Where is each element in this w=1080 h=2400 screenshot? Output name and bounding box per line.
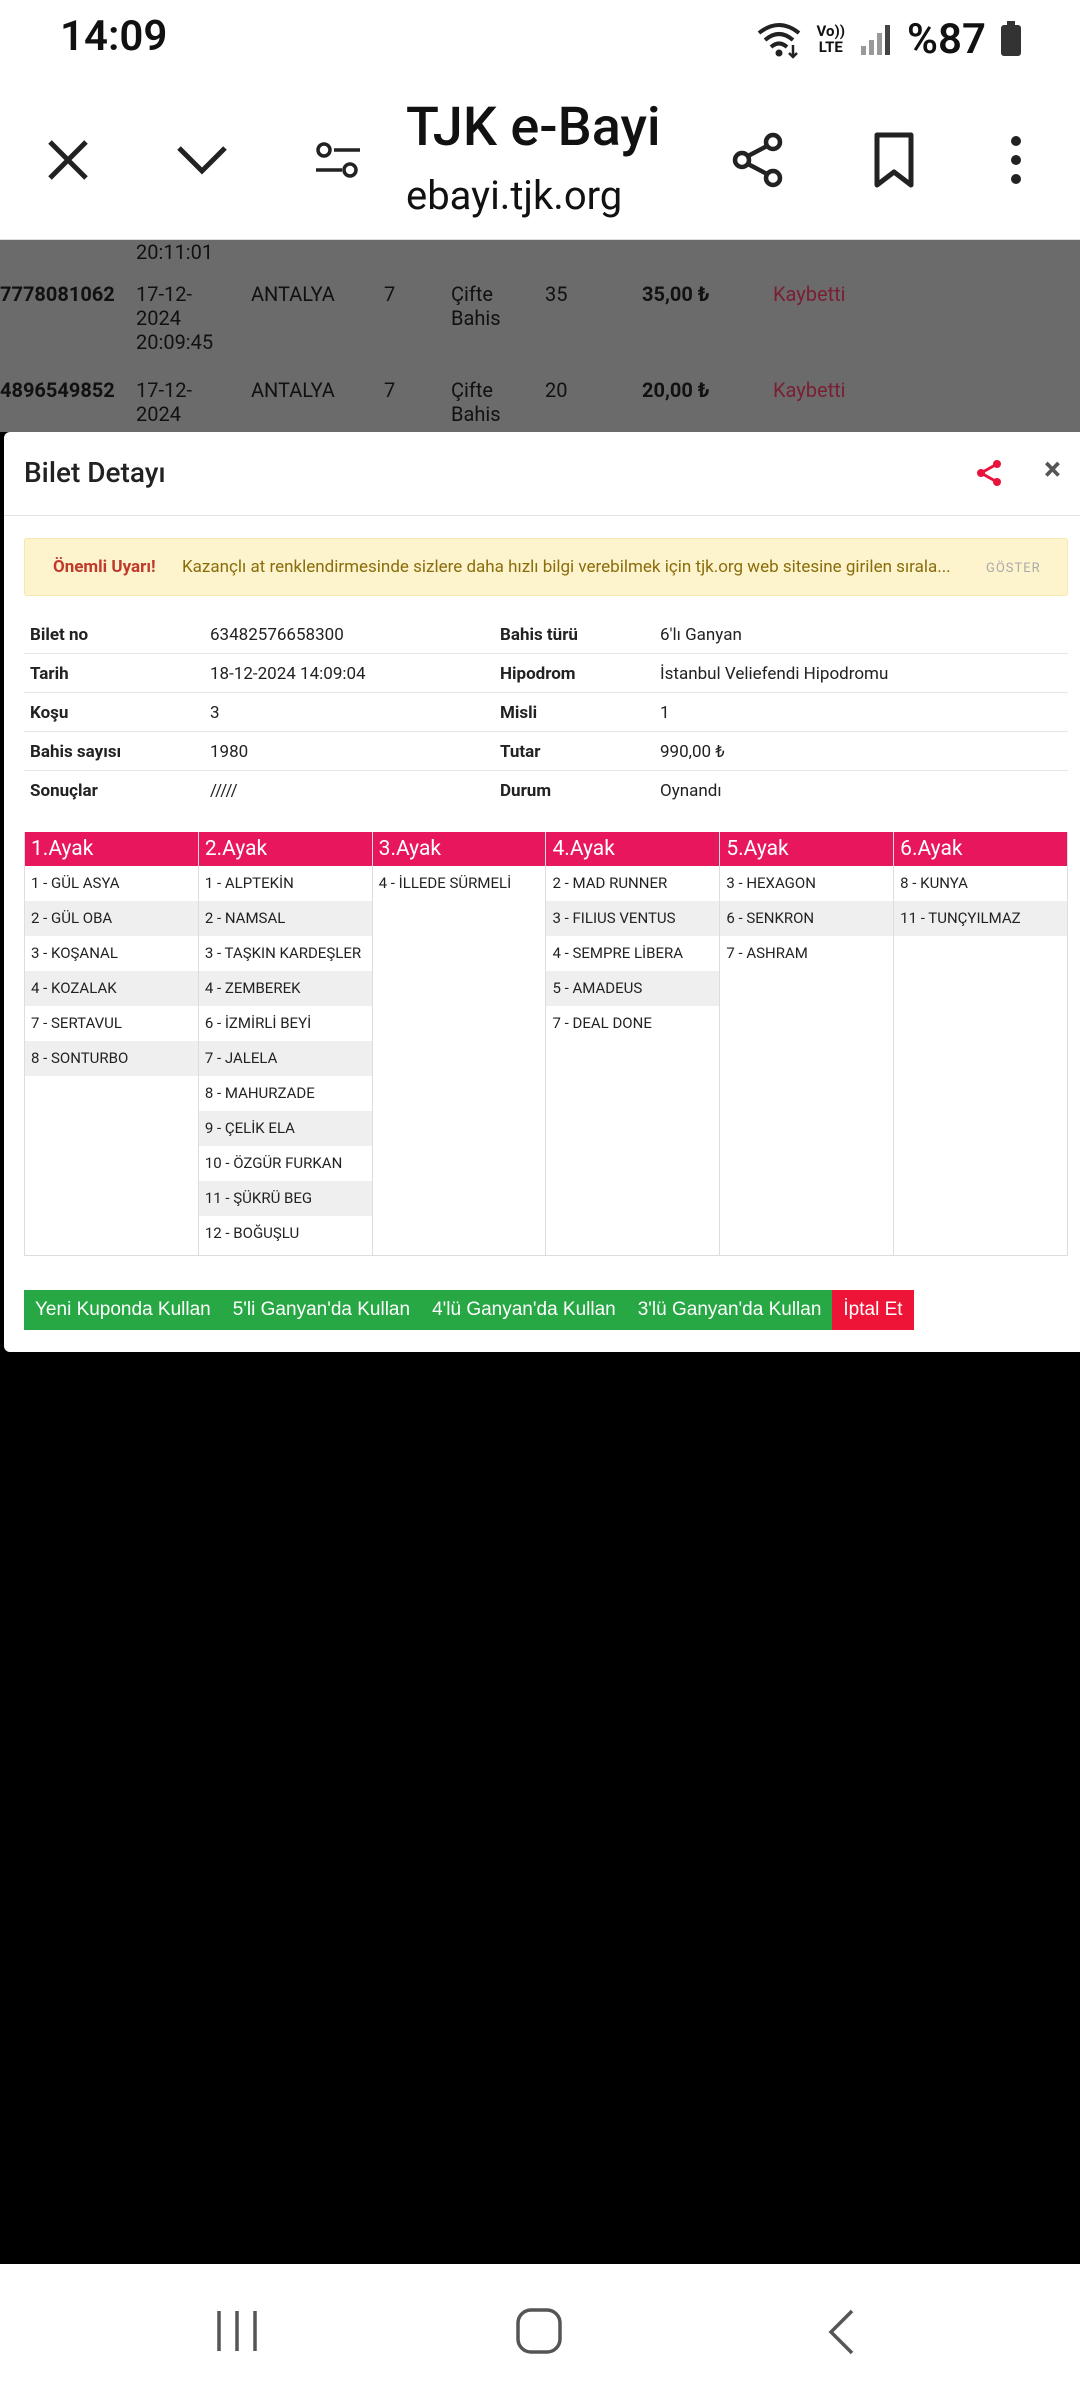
horse-item: 2 - NAMSAL xyxy=(199,901,372,936)
alert-text: Kazançlı at renklendirmesinde sizlere daha hızlı bilgi verebilmek için tjk.org web sitesine girilen sırala... xyxy=(182,557,951,577)
wifi-icon xyxy=(755,19,803,59)
leg-header: 5.Ayak xyxy=(720,832,893,866)
info-value: 18-12-2024 14:09:04 xyxy=(210,664,366,684)
signal-icon xyxy=(859,22,893,56)
url-text[interactable]: ebayi.tjk.org xyxy=(406,172,623,219)
leg-header: 3.Ayak xyxy=(373,832,546,866)
info-value: 990,00 ₺ xyxy=(660,742,725,762)
back-icon[interactable] xyxy=(826,2308,856,2356)
volte-bottom: LTE xyxy=(818,38,843,56)
leg-column xyxy=(893,832,1067,1256)
horse-item: 7 - ASHRAM xyxy=(726,944,808,962)
leg-header: 4.Ayak xyxy=(546,832,719,866)
info-value: 3 xyxy=(210,703,220,723)
info-value: Oynandı xyxy=(660,781,722,801)
horse-item: 6 - SENKRON xyxy=(720,901,893,936)
leg-header: 2.Ayak xyxy=(199,832,372,866)
info-label: Koşu xyxy=(30,703,69,723)
info-row xyxy=(24,654,1068,693)
row-count: 35 xyxy=(545,282,568,306)
i-ptal-et-button[interactable]: İptal Et xyxy=(832,1290,913,1330)
horse-item: 4 - İLLEDE SÜRMELİ xyxy=(378,874,512,892)
horse-item: 2 - MAD RUNNER xyxy=(552,874,668,892)
battery-icon xyxy=(1000,21,1022,57)
browser-toolbar xyxy=(0,80,1080,240)
modal-close-button[interactable]: × xyxy=(1044,450,1061,488)
info-value: 1 xyxy=(660,703,670,723)
row-status: Kaybetti xyxy=(773,282,846,306)
info-label: Durum xyxy=(500,781,552,801)
info-label: Misli xyxy=(500,703,538,723)
horse-item: 3 - HEXAGON xyxy=(726,874,816,892)
row-id: 7778081062 xyxy=(0,282,115,306)
info-row xyxy=(24,771,1068,810)
modal-title: Bilet Detayı xyxy=(24,456,166,489)
warning-alert xyxy=(24,538,1068,596)
battery-percent: %87 xyxy=(907,14,986,64)
horse-item: 8 - SONTURBO xyxy=(25,1041,198,1076)
leg-header: 1.Ayak xyxy=(25,832,198,866)
row-time: 20:11:01 xyxy=(136,240,214,264)
row-city: ANTALYA xyxy=(251,282,335,306)
close-icon[interactable] xyxy=(38,130,98,190)
horse-item: 3 - FILIUS VENTUS xyxy=(546,901,719,936)
page-title: TJK e-Bayi xyxy=(406,96,661,159)
horse-item: 3 - TAŞKIN KARDEŞLER xyxy=(204,944,362,962)
horse-item: 5 - AMADEUS xyxy=(546,971,719,1006)
horse-item: 4 - ZEMBEREK xyxy=(199,971,372,1006)
horse-item: 9 - ÇELİK ELA xyxy=(199,1111,372,1146)
info-label: Hipodrom xyxy=(500,664,576,684)
action-buttons xyxy=(24,1290,914,1330)
leg-column xyxy=(719,832,893,1256)
info-value: 63482576658300 xyxy=(210,625,344,645)
alert-show-button[interactable]: GÖSTER xyxy=(986,561,1041,576)
row-type-2: Bahis xyxy=(451,306,501,330)
info-value: İstanbul Veliefendi Hipodromu xyxy=(660,664,889,684)
horse-item: 12 - BOĞUŞLU xyxy=(204,1224,300,1242)
yeni-kuponda-kullan-button[interactable]: Yeni Kuponda Kullan xyxy=(24,1290,222,1330)
horse-item: 8 - KUNYA xyxy=(900,874,968,892)
3-l-ganyan-da-kullan-button[interactable]: 3'lü Ganyan'da Kullan xyxy=(627,1290,833,1330)
table-row[interactable] xyxy=(0,374,1080,432)
row-year: 2024 xyxy=(136,306,181,330)
row-time: 20:09:45 xyxy=(136,330,214,354)
share-icon[interactable] xyxy=(974,458,1004,488)
chevron-down-icon[interactable] xyxy=(172,130,232,190)
row-count: 20 xyxy=(545,378,568,402)
volte-top: Vo)) xyxy=(816,22,846,40)
info-row xyxy=(24,615,1068,654)
horse-item: 1 - GÜL ASYA xyxy=(31,874,120,892)
status-icons xyxy=(755,14,1022,64)
volte-indicator xyxy=(817,23,845,55)
row-type: Çifte xyxy=(451,378,493,402)
horse-item: 2 - GÜL OBA xyxy=(25,901,198,936)
horse-item: 8 - MAHURZADE xyxy=(204,1084,315,1102)
row-amount: 20,00 ₺ xyxy=(642,378,710,402)
info-value: 6'lı Ganyan xyxy=(660,625,742,645)
horse-item: 7 - SERTAVUL xyxy=(31,1014,122,1032)
ticket-info-table xyxy=(24,615,1068,810)
more-icon[interactable] xyxy=(986,130,1046,190)
status-bar xyxy=(0,0,1080,80)
row-type-2: Bahis xyxy=(451,402,501,426)
row-city: ANTALYA xyxy=(251,378,335,402)
row-type: Çifte xyxy=(451,282,493,306)
horse-item: 6 - İZMİRLİ BEYİ xyxy=(204,1014,312,1032)
table-row[interactable] xyxy=(0,278,1080,374)
status-time: 14:09 xyxy=(60,12,168,61)
background-ticket-list xyxy=(0,240,1080,432)
navigation-bar xyxy=(0,2264,1080,2400)
row-amount: 35,00 ₺ xyxy=(642,282,710,306)
info-label: Bilet no xyxy=(30,625,89,645)
ticket-detail-modal xyxy=(4,432,1080,1352)
horse-item: 7 - DEAL DONE xyxy=(552,1014,652,1032)
row-year: 2024 xyxy=(136,402,181,426)
row-race: 7 xyxy=(384,282,396,306)
share-icon[interactable] xyxy=(728,130,788,190)
info-value: ///// xyxy=(210,781,238,801)
home-icon[interactable] xyxy=(514,2306,564,2356)
info-label: Bahis sayısı xyxy=(30,742,122,762)
leg-column xyxy=(372,832,546,1256)
info-row xyxy=(24,732,1068,771)
leg-column xyxy=(198,832,372,1256)
leg-column xyxy=(24,832,198,1256)
leg-column xyxy=(545,832,719,1256)
row-date: 17-12- xyxy=(136,378,193,402)
alert-title: Önemli Uyarı! xyxy=(53,557,156,577)
info-label: Bahis türü xyxy=(500,625,578,645)
leg-header: 6.Ayak xyxy=(894,832,1067,866)
horse-item: 4 - KOZALAK xyxy=(25,971,198,1006)
info-label: Tarih xyxy=(30,664,69,684)
bookmark-icon[interactable] xyxy=(864,130,924,190)
horse-item: 4 - SEMPRE LİBERA xyxy=(552,944,684,962)
info-value: 1980 xyxy=(210,742,249,762)
horse-item: 7 - JALELA xyxy=(199,1041,372,1076)
4-l-ganyan-da-kullan-button[interactable]: 4'lü Ganyan'da Kullan xyxy=(421,1290,627,1330)
info-label: Tutar xyxy=(500,742,541,762)
info-row xyxy=(24,693,1068,732)
5-li-ganyan-da-kullan-button[interactable]: 5'li Ganyan'da Kullan xyxy=(222,1290,421,1330)
row-status: Kaybetti xyxy=(773,378,846,402)
row-id: 4896549852 xyxy=(0,378,115,402)
horse-item: 10 - ÖZGÜR FURKAN xyxy=(204,1154,343,1172)
recent-apps-icon[interactable] xyxy=(214,2308,260,2354)
legs-grid xyxy=(24,832,1068,1256)
row-date: 17-12- xyxy=(136,282,193,306)
horse-item: 3 - KOŞANAL xyxy=(31,944,118,962)
modal-header xyxy=(4,432,1080,516)
horse-item: 11 - TUNÇYILMAZ xyxy=(894,901,1067,936)
horse-item: 11 - ŞÜKRÜ BEG xyxy=(199,1181,372,1216)
tune-icon[interactable] xyxy=(308,130,368,190)
info-label: Sonuçlar xyxy=(30,781,98,801)
horse-item: 1 - ALPTEKİN xyxy=(204,874,294,892)
row-race: 7 xyxy=(384,378,396,402)
